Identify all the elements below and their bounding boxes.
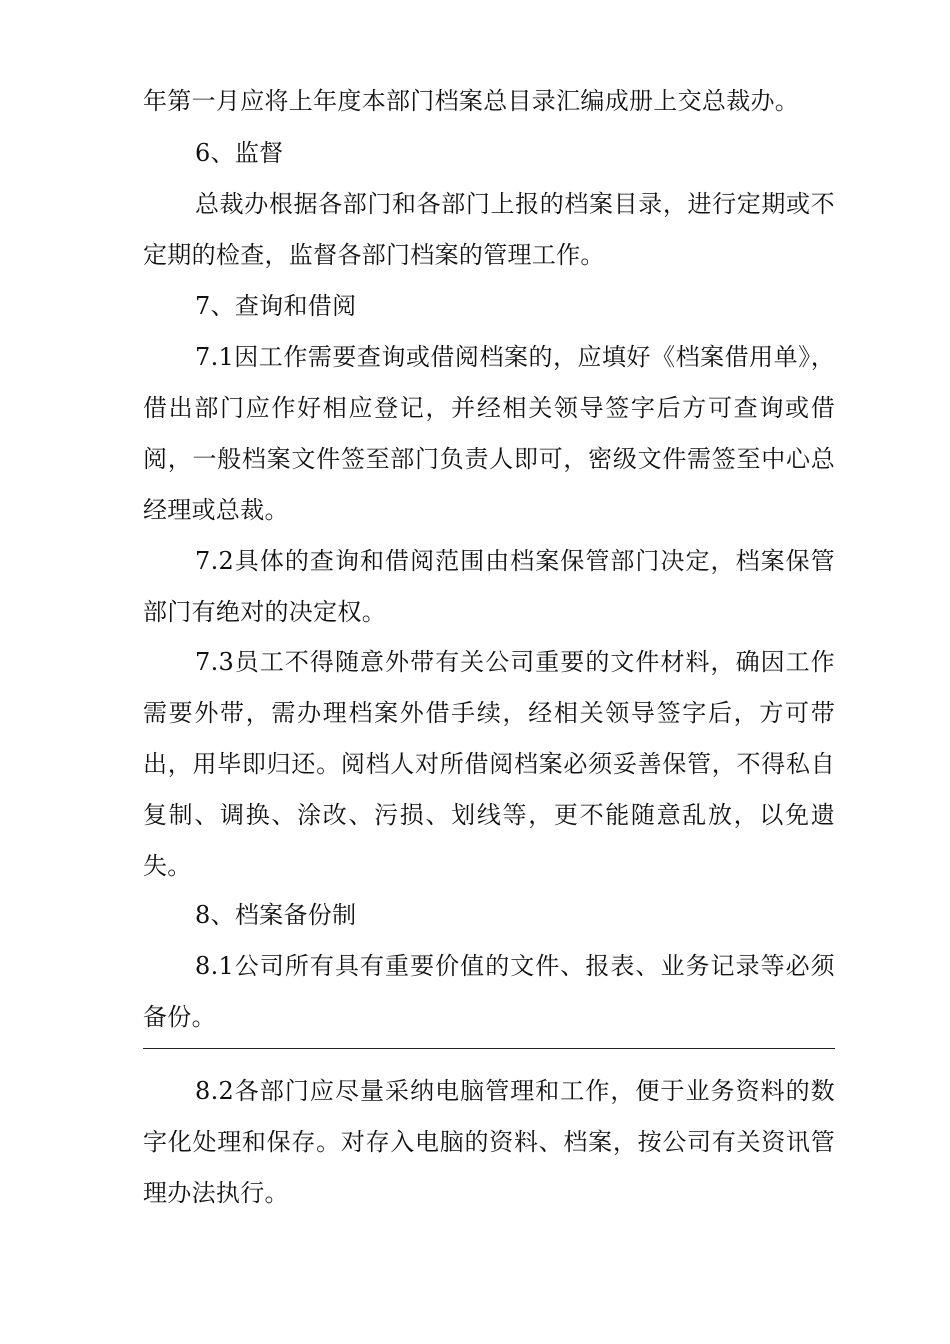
paragraph-8-1: 8.1公司所有具有重要价值的文件、报表、业务记录等必须备份。 xyxy=(143,952,835,1031)
paragraph-7-2: 7.2具体的查询和借阅范围由档案保管部门决定，档案保管部门有绝对的决定权。 xyxy=(143,547,835,626)
section-heading-backup: 8、档案备份制 xyxy=(195,901,357,929)
section-heading-supervision: 6、监督 xyxy=(195,139,284,167)
section-heading-query-borrow: 7、查询和借阅 xyxy=(195,292,357,320)
paragraph-7-1: 7.1因工作需要查询或借阅档案的，应填好《档案借用单》，借出部门应作好相应登记，并经相关领导签字后方可查询或借阅，一般档案文件签至部门负责人即可，密级文件需签至中心总经理或总裁。 xyxy=(143,343,835,524)
paragraph-continuation: 年第一月应将上年度本部门档案总目录汇编成册上交总裁办。 xyxy=(143,87,800,115)
paragraph-supervision: 总裁办根据各部门和各部门上报的档案目录，进行定期或不定期的检查，监督各部门档案的管理工作。 xyxy=(143,190,835,269)
paragraph-8-2: 8.2各部门应尽量采纳电脑管理和工作，便于业务资料的数字化处理和保存。对存入电脑的资料、档案，按公司有关资讯管理办法执行。 xyxy=(143,1077,835,1207)
horizontal-rule xyxy=(143,1048,835,1049)
paragraph-7-3: 7.3员工不得随意外带有关公司重要的文件材料，确因工作需要外带，需办理档案外借手续，经相关领导签字后，方可带出，用毕即归还。阅档人对所借阅档案必须妥善保管，不得私自复制、调换、涂改、污损、划线等，更不能随意乱放，以免遗失。 xyxy=(143,648,835,880)
